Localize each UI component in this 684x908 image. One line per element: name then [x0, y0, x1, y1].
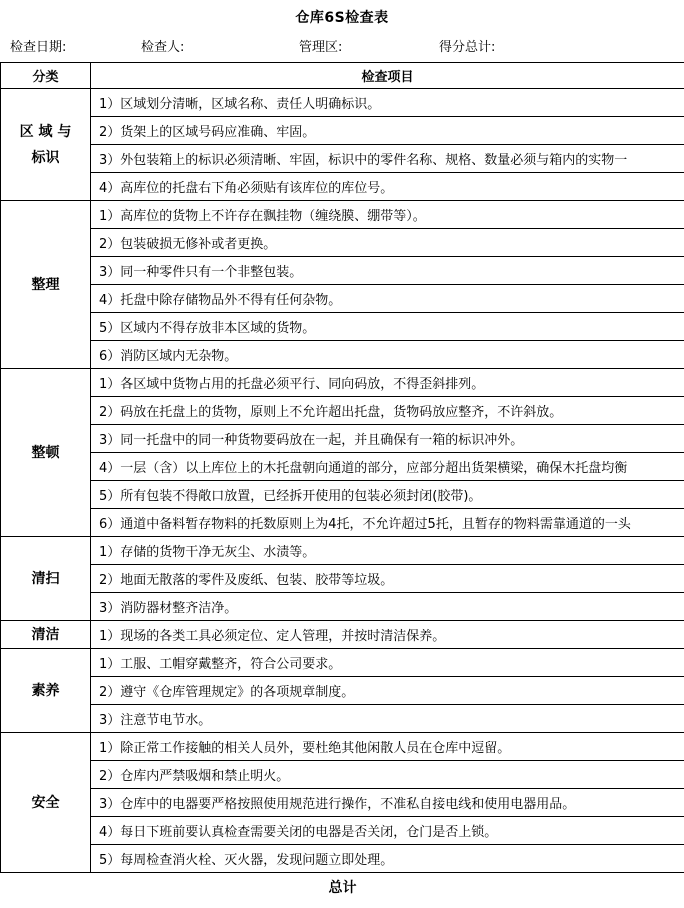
check-item: 3）消防器材整齐洁净。: [91, 593, 684, 621]
check-item: 1）除正常工作接触的相关人员外，要杜绝其他闲散人员在仓库中逗留。: [91, 733, 684, 761]
category-cell: [1, 621, 91, 649]
table-row: [1, 257, 684, 285]
check-item: 5）区域内不得存放非本区域的货物。: [91, 313, 684, 341]
category-label: 整理: [31, 276, 60, 293]
table-row: [1, 593, 684, 621]
inspection-date-label: 检查日期:: [10, 40, 67, 55]
total-row: [1, 873, 684, 902]
table-row: [1, 201, 684, 229]
check-item: 1）现场的各类工具必须定位、定人管理，并按时清洁保养。: [91, 621, 684, 649]
table-row: [1, 649, 684, 677]
category-cell: [1, 537, 91, 621]
header-row: [1, 63, 684, 89]
category-cell: [1, 201, 91, 369]
check-item: 1）工服、工帽穿戴整齐，符合公司要求。: [91, 649, 684, 677]
table-row: [1, 677, 684, 705]
table-row: [1, 425, 684, 453]
table-row: [1, 537, 684, 565]
table-row: [1, 341, 684, 369]
check-item: 1）各区域中货物占用的托盘必须平行、同向码放，不得歪斜排列。: [91, 369, 684, 397]
check-item: 2）仓库内严禁吸烟和禁止明火。: [91, 761, 684, 789]
total-label: 总计: [1, 873, 684, 902]
table-row: [1, 481, 684, 509]
table-row: [1, 453, 684, 481]
table-row: [1, 397, 684, 425]
check-item: 3）外包装箱上的标识必须清晰、牢固，标识中的零件名称、规格、数量必须与箱内的实物一: [91, 145, 684, 173]
table-row: [1, 761, 684, 789]
table-row: [1, 705, 684, 733]
category-label: 整顿: [31, 444, 60, 461]
category-cell: [1, 733, 91, 873]
check-item: 4）每日下班前要认真检查需要关闭的电器是否关闭，仓门是否上锁。: [91, 817, 684, 845]
check-item: 2）包装破损无修补或者更换。: [91, 229, 684, 257]
table-row: [1, 117, 684, 145]
category-label: 区 域 与: [19, 123, 72, 140]
check-item: 5）每周检查消火栓、灭火器，发现问题立即处理。: [91, 845, 684, 873]
check-item: 3）注意节电节水。: [91, 705, 684, 733]
check-item: 2）地面无散落的零件及废纸、包装、胶带等垃圾。: [91, 565, 684, 593]
check-item: 2）码放在托盘上的货物，原则上不允许超出托盘，货物码放应整齐，不许斜放。: [91, 397, 684, 425]
table-row: [1, 145, 684, 173]
table-row: [1, 229, 684, 257]
table-row: [1, 789, 684, 817]
check-item: 5）所有包装不得敞口放置，已经拆开使用的包装必须封闭(胶带)。: [91, 481, 684, 509]
table-row: [1, 565, 684, 593]
check-item: 4）一层（含）以上库位上的木托盘朝向通道的部分，应部分超出货架横梁，确保木托盘均衡: [91, 453, 684, 481]
check-item: 4）托盘中除存储物品外不得有任何杂物。: [91, 285, 684, 313]
table-row: [1, 733, 684, 761]
table-row: [1, 369, 684, 397]
score-total-label: 得分总计:: [439, 40, 496, 55]
check-item: 2）遵守《仓库管理规定》的各项规章制度。: [91, 677, 684, 705]
table-row: [1, 509, 684, 537]
inspector-label: 检查人:: [141, 40, 185, 55]
checklist-table: [0, 62, 684, 901]
check-item: 1）高库位的货物上不许存在飘挂物（缠绕膜、绷带等）。: [91, 201, 684, 229]
check-item: 2）货架上的区域号码应准确、牢固。: [91, 117, 684, 145]
check-item: 6）消防区域内无杂物。: [91, 341, 684, 369]
category-label-line2: 标识: [31, 149, 60, 166]
table-row: [1, 845, 684, 873]
category-cell: [1, 649, 91, 733]
check-item: 3）同一种零件只有一个非整包装。: [91, 257, 684, 285]
table-row: [1, 817, 684, 845]
table-row: [1, 285, 684, 313]
table-row: [1, 89, 684, 117]
category-label: 清扫: [31, 570, 60, 587]
table-row: [1, 621, 684, 649]
check-item: 3）同一托盘中的同一种货物要码放在一起，并且确保有一箱的标识冲外。: [91, 425, 684, 453]
table-row: [1, 313, 684, 341]
category-label: 素养: [31, 682, 60, 699]
check-item: 4）高库位的托盘右下角必须贴有该库位的库位号。: [91, 173, 684, 201]
meta-row: [0, 36, 684, 62]
items-header: 检查项目: [91, 63, 684, 89]
check-item: 3）仓库中的电器要严格按照使用规范进行操作，不准私自接电线和使用电器用品。: [91, 789, 684, 817]
check-item: 1）存储的货物干净无灰尘、水渍等。: [91, 537, 684, 565]
table-row: [1, 173, 684, 201]
management-area-label: 管理区:: [299, 40, 343, 55]
check-item: 6）通道中备料暂存物料的托数原则上为4托，不允许超过5托，且暂存的物料需靠通道的一头: [91, 509, 684, 537]
category-cell: [1, 89, 91, 201]
category-label: 安全: [31, 794, 60, 811]
category-cell: [1, 369, 91, 537]
page-title: 仓库6S检查表: [295, 10, 389, 26]
check-item: 1）区域划分清晰，区域名称、责任人明确标识。: [91, 89, 684, 117]
category-label: 清洁: [31, 626, 60, 643]
category-header: 分类: [1, 63, 91, 89]
